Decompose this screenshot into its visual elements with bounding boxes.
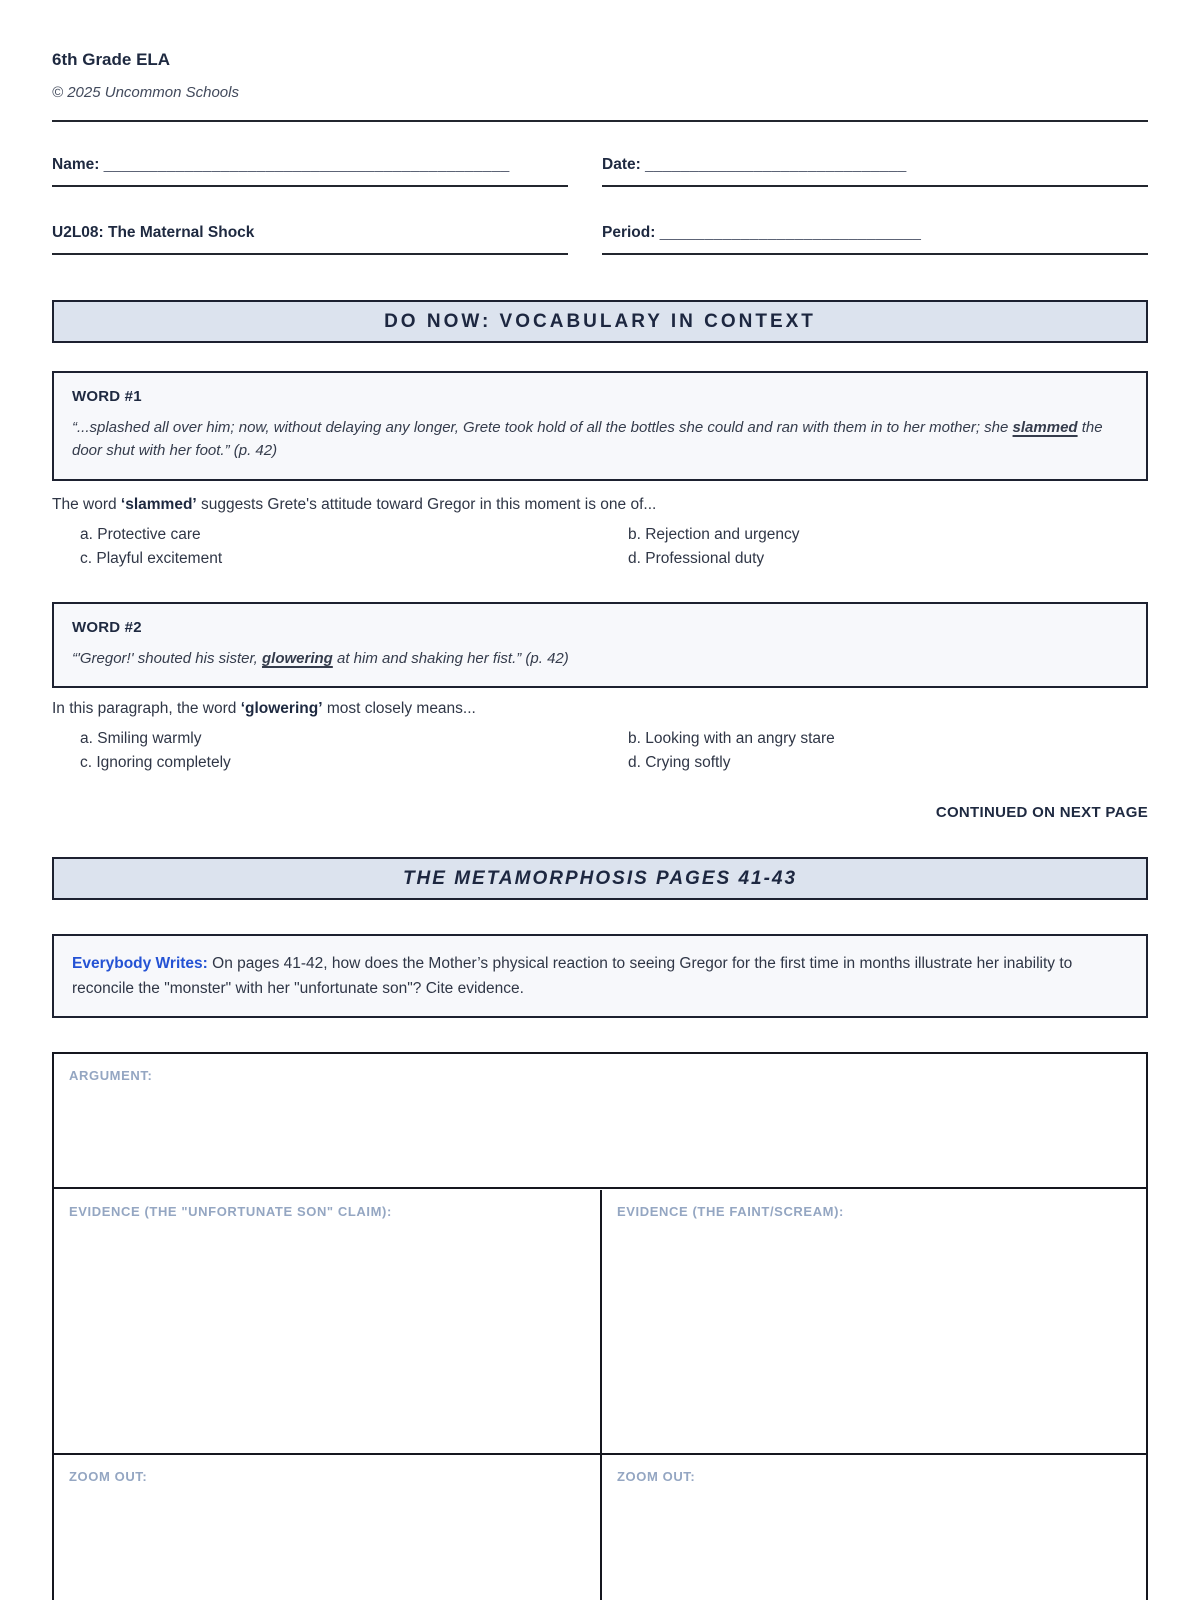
zoom-out-right-cell[interactable] xyxy=(602,1455,1146,1600)
word1-question-keyword: ‘slammed’ xyxy=(120,496,197,513)
everybody-writes-box xyxy=(52,934,1148,1018)
word2-question-post: most closely means... xyxy=(322,700,476,717)
argument-label: ARGUMENT: xyxy=(69,1068,153,1083)
word1-option-a[interactable]: a. Protective care xyxy=(80,526,201,543)
evidence-left-cell[interactable] xyxy=(54,1190,602,1455)
word2-option-c[interactable]: c. Ignoring completely xyxy=(80,754,231,771)
lesson-title-cell xyxy=(52,224,568,255)
word2-options xyxy=(52,730,1148,772)
word1-label: WORD #1 xyxy=(72,388,142,405)
name-label: Name: xyxy=(52,156,100,173)
word1-quote-box xyxy=(52,371,1148,481)
word1-options xyxy=(52,526,1148,568)
graphic-organizer-table xyxy=(52,1052,1148,1600)
word2-option-d[interactable]: d. Crying softly xyxy=(628,754,731,771)
lesson-period-row xyxy=(52,224,1148,255)
word1-quote xyxy=(72,416,1128,463)
name-blank[interactable]: _____________________________________________ xyxy=(103,156,510,173)
zoom-out-right-label: ZOOM OUT: xyxy=(617,1469,696,1485)
word2-quote-post: at him and shaking her fist.” (p. 42) xyxy=(332,650,569,667)
period-field xyxy=(602,224,1148,255)
word1-quote-post: the door shut with her foot.” (p. 42) xyxy=(72,419,1103,460)
word1-question-pre: The word xyxy=(52,496,121,513)
word1-quote-pre: “...splashed all over him; now, without delaying any longer, Grete took hold of all the bottles she could and ran with them in to her mother; she xyxy=(72,419,1013,436)
name-date-row xyxy=(52,156,1148,187)
zoom-out-left-cell[interactable] xyxy=(54,1455,602,1600)
evidence-right-label: EVIDENCE (THE FAINT/SCREAM): xyxy=(617,1203,844,1219)
everybody-writes-text: On pages 41-42, how does the Mother’s physical reaction to seeing Gregor for the first time in months illustrate her inability to reconcile the "monster" with her "unfortunate son"? Cite evidence. xyxy=(72,955,1073,998)
word2-quote-pre: “'Gregor!' shouted his sister, xyxy=(72,650,262,667)
header-divider xyxy=(52,120,1148,122)
argument-cell[interactable] xyxy=(54,1054,1146,1189)
date-blank[interactable]: _____________________________ xyxy=(645,156,907,173)
word2-question-keyword: ‘glowering’ xyxy=(240,700,323,717)
word2-option-b[interactable]: b. Looking with an angry stare xyxy=(628,730,835,747)
word1-question-post: suggests Grete's attitude toward Gregor in this moment is one of... xyxy=(196,496,657,513)
word1-question xyxy=(52,496,1148,514)
word2-keyword: glowering xyxy=(261,650,333,667)
evidence-right-cell[interactable] xyxy=(602,1190,1146,1455)
lesson-title: U2L08: The Maternal Shock xyxy=(52,224,255,241)
word1-keyword: slammed xyxy=(1012,419,1078,436)
word1-option-c[interactable]: c. Playful excitement xyxy=(80,550,223,567)
period-blank[interactable]: _____________________________ xyxy=(659,224,922,241)
zoom-out-left-label: ZOOM OUT: xyxy=(69,1469,148,1485)
course-title: 6th Grade ELA xyxy=(52,50,171,69)
word2-quote-box xyxy=(52,602,1148,688)
word1-option-b[interactable]: b. Rejection and urgency xyxy=(628,526,800,543)
word2-question xyxy=(52,700,1148,718)
copyright-line: © 2025 Uncommon Schools xyxy=(52,84,239,101)
word2-quote xyxy=(72,647,1128,670)
name-field xyxy=(52,156,568,187)
evidence-left-label: EVIDENCE (THE "UNFORTUNATE SON" CLAIM): xyxy=(69,1203,392,1219)
period-label: Period: xyxy=(602,224,656,241)
continued-note: CONTINUED ON NEXT PAGE xyxy=(935,804,1148,821)
word2-question-pre: In this paragraph, the word xyxy=(52,700,241,717)
word2-option-a[interactable]: a. Smiling warmly xyxy=(80,730,202,747)
date-label: Date: xyxy=(602,156,641,173)
word2-label: WORD #2 xyxy=(72,619,142,636)
date-field xyxy=(602,156,1148,187)
do-now-section-header: DO NOW: VOCABULARY IN CONTEXT xyxy=(52,300,1148,343)
everybody-writes-label: Everybody Writes: xyxy=(72,955,208,972)
metamorphosis-section-header: THE METAMORPHOSIS PAGES 41-43 xyxy=(52,857,1148,900)
word1-option-d[interactable]: d. Professional duty xyxy=(628,550,765,567)
